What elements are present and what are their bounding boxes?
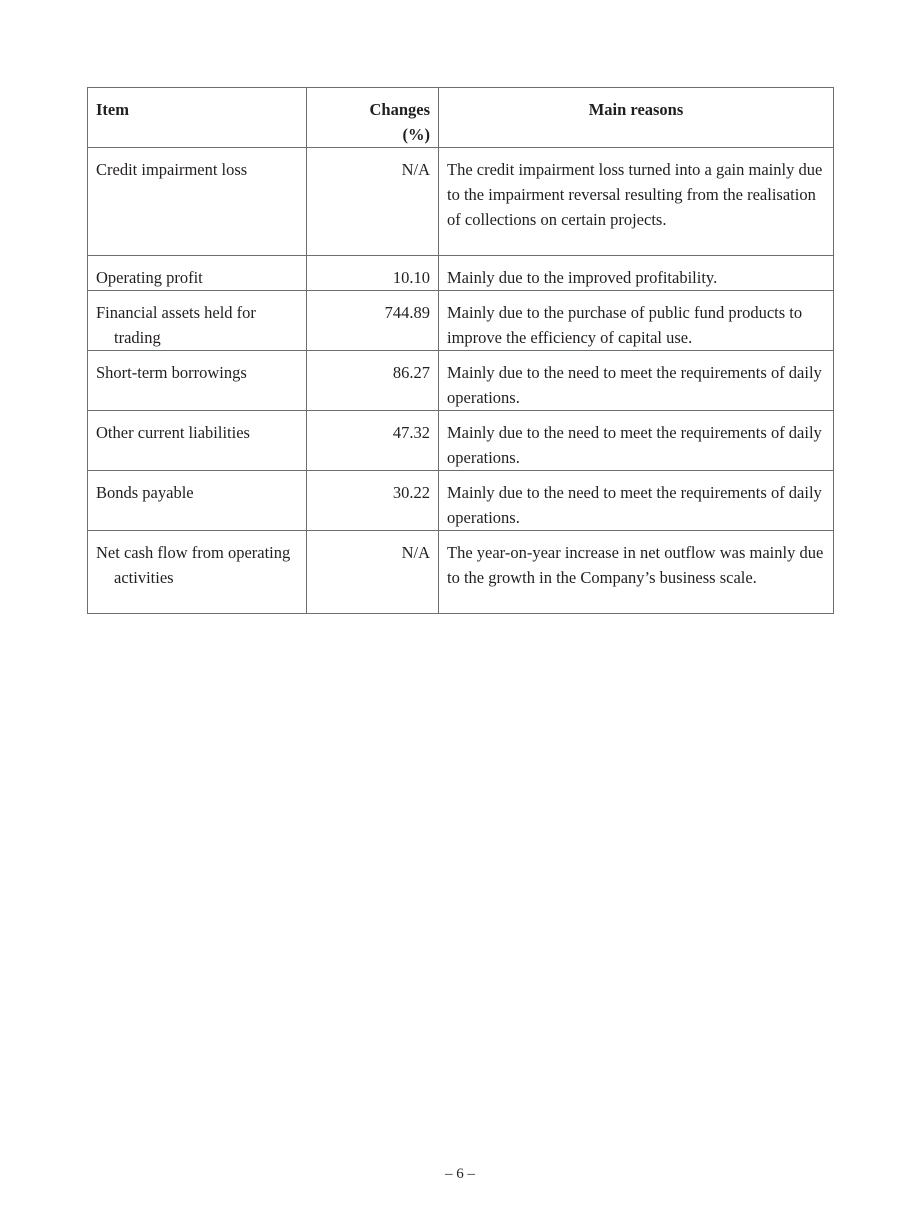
row-item	[88, 291, 307, 351]
table-row	[88, 471, 834, 531]
row-item-label: Financial assets held for trading	[96, 303, 256, 347]
page-number: – 6 –	[445, 1166, 475, 1182]
row-change: N/A	[307, 531, 439, 614]
row-item-label: Short-term borrowings	[96, 363, 247, 382]
changes-reasons-table	[87, 87, 834, 614]
table-row	[88, 291, 834, 351]
row-change: 30.22	[307, 471, 439, 531]
header-changes	[307, 88, 439, 148]
table-row	[88, 351, 834, 411]
header-changes-unit: (%)	[402, 125, 430, 144]
row-change: 47.32	[307, 411, 439, 471]
row-reason: Mainly due to the need to meet the requirements of daily operations.	[439, 471, 834, 531]
row-item-label: Credit impairment loss	[96, 160, 248, 179]
row-change: 86.27	[307, 351, 439, 411]
table-row	[88, 256, 834, 291]
row-item-label: Operating profit	[96, 268, 203, 287]
row-item-label: Net cash flow from operating activities	[96, 543, 291, 587]
row-item-label: Bonds payable	[96, 483, 194, 502]
header-item: Item	[88, 88, 307, 148]
row-reason: Mainly due to the need to meet the requirements of daily operations.	[439, 351, 834, 411]
row-reason: Mainly due to the purchase of public fund products to improve the efficiency of capital use.	[439, 291, 834, 351]
header-changes-label: Changes	[369, 100, 430, 119]
row-item	[88, 531, 307, 614]
table-row	[88, 148, 834, 256]
row-change: N/A	[307, 148, 439, 256]
row-item-label: Other current liabilities	[96, 423, 250, 442]
row-change: 744.89	[307, 291, 439, 351]
table-header-row	[88, 88, 834, 148]
table-row	[88, 531, 834, 614]
row-reason: Mainly due to the improved profitability.	[439, 256, 834, 291]
row-change: 10.10	[307, 256, 439, 291]
row-item	[88, 471, 307, 531]
row-item	[88, 256, 307, 291]
header-main-reasons: Main reasons	[439, 88, 834, 148]
row-item	[88, 411, 307, 471]
row-item	[88, 148, 307, 256]
row-reason: Mainly due to the need to meet the requirements of daily operations.	[439, 411, 834, 471]
table-row	[88, 411, 834, 471]
row-item	[88, 351, 307, 411]
row-reason: The credit impairment loss turned into a gain mainly due to the impairment reversal resulting from the realisation of collections on certain projects.	[439, 148, 834, 256]
row-reason: The year-on-year increase in net outflow was mainly due to the growth in the Company’s business scale.	[439, 531, 834, 614]
